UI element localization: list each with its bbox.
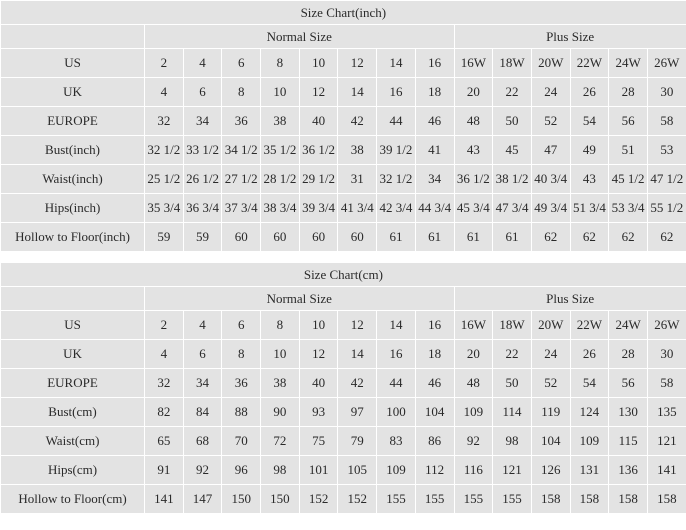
cell: 136 [609, 456, 648, 485]
row-label: EUROPE [1, 107, 145, 136]
cell: 100 [377, 398, 416, 427]
cell: 18 [415, 340, 454, 369]
row-label: Hollow to Floor(cm) [1, 485, 145, 514]
cell: 40 3/4 [531, 165, 570, 194]
cell: 33 1/2 [183, 136, 222, 165]
cell: 4 [145, 340, 184, 369]
size-chart-cm-block [0, 262, 686, 514]
cell: 10 [261, 78, 300, 107]
cell: 12 [299, 340, 338, 369]
cell: 155 [454, 485, 493, 514]
cell: 90 [261, 398, 300, 427]
cell: 29 1/2 [299, 165, 338, 194]
cell: 124 [570, 398, 609, 427]
cell: 18 [415, 78, 454, 107]
cell: 62 [531, 223, 570, 252]
cell: 121 [493, 456, 532, 485]
cell: 10 [261, 340, 300, 369]
cell: 42 [338, 369, 377, 398]
cell: 12 [338, 311, 377, 340]
cell: 38 3/4 [261, 194, 300, 223]
cell: 92 [183, 456, 222, 485]
cell: 8 [261, 311, 300, 340]
cell: 45 3/4 [454, 194, 493, 223]
cell: 26 1/2 [183, 165, 222, 194]
cell: 16 [377, 78, 416, 107]
cell: 6 [222, 311, 261, 340]
cell: 51 3/4 [570, 194, 609, 223]
row-label: Hips(inch) [1, 194, 145, 223]
group-header-normal-size: Normal Size [145, 287, 455, 311]
cell: 35 1/2 [261, 136, 300, 165]
cell: 58 [647, 369, 686, 398]
cell: 42 [338, 107, 377, 136]
cell: 28 1/2 [261, 165, 300, 194]
cell: 70 [222, 427, 261, 456]
table-row [1, 456, 686, 485]
cell: 61 [377, 223, 416, 252]
title-row [1, 263, 686, 287]
cell: 49 3/4 [531, 194, 570, 223]
cell: 26W [647, 49, 686, 78]
cell: 24W [609, 311, 648, 340]
cell: 98 [261, 456, 300, 485]
cell: 75 [299, 427, 338, 456]
cell: 53 3/4 [609, 194, 648, 223]
group-header-blank [1, 25, 145, 49]
cell: 72 [261, 427, 300, 456]
cell: 2 [145, 49, 184, 78]
table-row [1, 165, 686, 194]
cell: 8 [222, 78, 261, 107]
cell: 26 [570, 340, 609, 369]
cell: 47 3/4 [493, 194, 532, 223]
cell: 109 [454, 398, 493, 427]
cell: 49 [570, 136, 609, 165]
group-header-plus-size: Plus Size [454, 25, 686, 49]
cell: 61 [415, 223, 454, 252]
cell: 22 [493, 340, 532, 369]
cell: 34 [183, 107, 222, 136]
cell: 4 [145, 78, 184, 107]
cell: 82 [145, 398, 184, 427]
table-row [1, 369, 686, 398]
cell: 25 1/2 [145, 165, 184, 194]
cell: 109 [570, 427, 609, 456]
row-label: UK [1, 340, 145, 369]
table-row [1, 311, 686, 340]
cell: 40 [299, 107, 338, 136]
title-row [1, 1, 686, 25]
cell: 79 [338, 427, 377, 456]
cell: 14 [377, 311, 416, 340]
cell: 47 1/2 [647, 165, 686, 194]
cell: 119 [531, 398, 570, 427]
table-row [1, 427, 686, 456]
cell: 115 [609, 427, 648, 456]
group-header-normal-size: Normal Size [145, 25, 455, 49]
cell: 43 [570, 165, 609, 194]
cell: 40 [299, 369, 338, 398]
cell: 24W [609, 49, 648, 78]
cell: 155 [493, 485, 532, 514]
cell: 114 [493, 398, 532, 427]
cell: 22 [493, 78, 532, 107]
cell: 16 [415, 311, 454, 340]
cell: 91 [145, 456, 184, 485]
cell: 4 [183, 311, 222, 340]
cell: 65 [145, 427, 184, 456]
cell: 2 [145, 311, 184, 340]
cell: 96 [222, 456, 261, 485]
cell: 18W [493, 49, 532, 78]
cell: 34 [183, 369, 222, 398]
table-row [1, 136, 686, 165]
cell: 50 [493, 369, 532, 398]
cell: 58 [647, 107, 686, 136]
cell: 6 [183, 340, 222, 369]
cell: 38 [338, 136, 377, 165]
cell: 27 1/2 [222, 165, 261, 194]
table-row [1, 49, 686, 78]
cell: 36 1/2 [454, 165, 493, 194]
cell: 16 [377, 340, 416, 369]
cell: 48 [454, 369, 493, 398]
cell: 24 [531, 78, 570, 107]
cell: 36 3/4 [183, 194, 222, 223]
cell: 36 [222, 369, 261, 398]
cell: 32 1/2 [377, 165, 416, 194]
row-label: EUROPE [1, 369, 145, 398]
cell: 35 3/4 [145, 194, 184, 223]
cell: 8 [222, 340, 261, 369]
cell: 41 [415, 136, 454, 165]
cell: 30 [647, 340, 686, 369]
cell: 10 [299, 311, 338, 340]
row-label: UK [1, 78, 145, 107]
cell: 44 3/4 [415, 194, 454, 223]
cell: 104 [415, 398, 454, 427]
cell: 46 [415, 369, 454, 398]
row-label: US [1, 49, 145, 78]
row-label: Waist(inch) [1, 165, 145, 194]
cell: 14 [338, 340, 377, 369]
cell: 84 [183, 398, 222, 427]
cell: 12 [338, 49, 377, 78]
cell: 26W [647, 311, 686, 340]
table-row [1, 398, 686, 427]
cell: 52 [531, 107, 570, 136]
size-chart-inch-table [0, 0, 686, 252]
cell: 105 [338, 456, 377, 485]
cell: 141 [145, 485, 184, 514]
cell: 39 1/2 [377, 136, 416, 165]
cell: 28 [609, 340, 648, 369]
cell: 62 [647, 223, 686, 252]
cell: 141 [647, 456, 686, 485]
cell: 150 [261, 485, 300, 514]
cell: 54 [570, 369, 609, 398]
cell: 121 [647, 427, 686, 456]
cell: 22W [570, 311, 609, 340]
cell: 38 [261, 107, 300, 136]
cell: 86 [415, 427, 454, 456]
cell: 26 [570, 78, 609, 107]
cell: 126 [531, 456, 570, 485]
cell: 16 [415, 49, 454, 78]
cell: 52 [531, 369, 570, 398]
table-row [1, 485, 686, 514]
cell: 60 [299, 223, 338, 252]
chart-title: Size Chart(inch) [1, 1, 686, 25]
cell: 152 [299, 485, 338, 514]
cell: 97 [338, 398, 377, 427]
cell: 158 [647, 485, 686, 514]
cell: 68 [183, 427, 222, 456]
cell: 60 [222, 223, 261, 252]
cell: 20W [531, 311, 570, 340]
cell: 62 [609, 223, 648, 252]
cell: 104 [531, 427, 570, 456]
cell: 32 [145, 369, 184, 398]
size-chart-cm-body [1, 263, 686, 514]
size-chart-inch-body [1, 1, 686, 252]
cell: 131 [570, 456, 609, 485]
cell: 37 3/4 [222, 194, 261, 223]
cell: 150 [222, 485, 261, 514]
cell: 6 [183, 78, 222, 107]
cell: 147 [183, 485, 222, 514]
cell: 98 [493, 427, 532, 456]
cell: 109 [377, 456, 416, 485]
cell: 28 [609, 78, 648, 107]
cell: 130 [609, 398, 648, 427]
cell: 158 [609, 485, 648, 514]
cell: 54 [570, 107, 609, 136]
cell: 50 [493, 107, 532, 136]
group-header-row [1, 287, 686, 311]
cell: 61 [454, 223, 493, 252]
cell: 55 1/2 [647, 194, 686, 223]
cell: 44 [377, 107, 416, 136]
cell: 61 [493, 223, 532, 252]
cell: 46 [415, 107, 454, 136]
size-chart-inch-block [0, 0, 686, 252]
group-header-blank [1, 287, 145, 311]
cell: 47 [531, 136, 570, 165]
cell: 56 [609, 107, 648, 136]
cell: 88 [222, 398, 261, 427]
cell: 155 [377, 485, 416, 514]
cell: 30 [647, 78, 686, 107]
cell: 36 1/2 [299, 136, 338, 165]
cell: 48 [454, 107, 493, 136]
cell: 59 [145, 223, 184, 252]
cell: 16W [454, 49, 493, 78]
cell: 53 [647, 136, 686, 165]
cell: 32 [145, 107, 184, 136]
cell: 45 1/2 [609, 165, 648, 194]
table-row [1, 340, 686, 369]
row-label: Bust(inch) [1, 136, 145, 165]
cell: 158 [570, 485, 609, 514]
cell: 83 [377, 427, 416, 456]
cell: 62 [570, 223, 609, 252]
cell: 16W [454, 311, 493, 340]
cell: 14 [338, 78, 377, 107]
cell: 60 [338, 223, 377, 252]
cell: 24 [531, 340, 570, 369]
cell: 6 [222, 49, 261, 78]
cell: 14 [377, 49, 416, 78]
row-label: Hollow to Floor(inch) [1, 223, 145, 252]
cell: 8 [261, 49, 300, 78]
size-chart-cm-table [0, 262, 686, 514]
table-row [1, 107, 686, 136]
cell: 155 [415, 485, 454, 514]
cell: 20 [454, 340, 493, 369]
cell: 51 [609, 136, 648, 165]
cell: 41 3/4 [338, 194, 377, 223]
cell: 34 [415, 165, 454, 194]
table-row [1, 223, 686, 252]
table-separator [0, 252, 686, 262]
cell: 158 [531, 485, 570, 514]
cell: 56 [609, 369, 648, 398]
cell: 44 [377, 369, 416, 398]
cell: 116 [454, 456, 493, 485]
row-label: US [1, 311, 145, 340]
cell: 152 [338, 485, 377, 514]
cell: 4 [183, 49, 222, 78]
cell: 10 [299, 49, 338, 78]
cell: 31 [338, 165, 377, 194]
cell: 93 [299, 398, 338, 427]
cell: 42 3/4 [377, 194, 416, 223]
cell: 59 [183, 223, 222, 252]
cell: 20 [454, 78, 493, 107]
table-row [1, 78, 686, 107]
cell: 101 [299, 456, 338, 485]
cell: 34 1/2 [222, 136, 261, 165]
group-header-plus-size: Plus Size [454, 287, 686, 311]
cell: 135 [647, 398, 686, 427]
cell: 60 [261, 223, 300, 252]
cell: 32 1/2 [145, 136, 184, 165]
cell: 45 [493, 136, 532, 165]
cell: 92 [454, 427, 493, 456]
cell: 12 [299, 78, 338, 107]
chart-title: Size Chart(cm) [1, 263, 686, 287]
cell: 43 [454, 136, 493, 165]
cell: 18W [493, 311, 532, 340]
cell: 22W [570, 49, 609, 78]
cell: 20W [531, 49, 570, 78]
row-label: Bust(cm) [1, 398, 145, 427]
table-row [1, 194, 686, 223]
cell: 112 [415, 456, 454, 485]
cell: 36 [222, 107, 261, 136]
row-label: Waist(cm) [1, 427, 145, 456]
cell: 39 3/4 [299, 194, 338, 223]
cell: 38 [261, 369, 300, 398]
group-header-row [1, 25, 686, 49]
row-label: Hips(cm) [1, 456, 145, 485]
cell: 38 1/2 [493, 165, 532, 194]
